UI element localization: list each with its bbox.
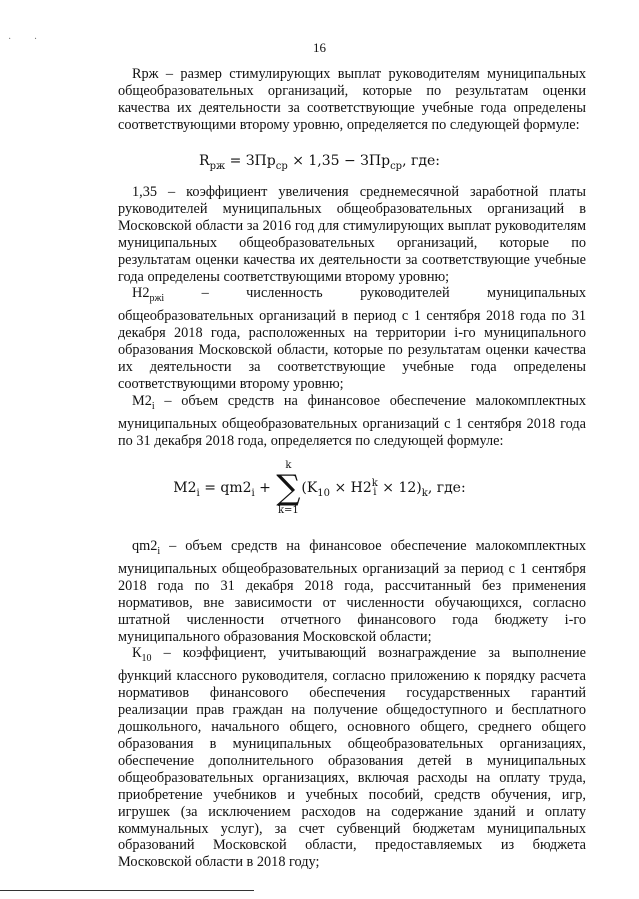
paragraph-h2	[118, 285, 586, 392]
scan-marks: · ·	[8, 34, 48, 45]
formula-r-part-b-sub: ср	[390, 161, 403, 172]
paragraph-text: Rрж – размер стимулирующих выплат руководителям муниципальных общеобразовательных организаций, которые по результатам оценки качества их деятельности за соответствующие учебные года определены соответствующими второму уровню, определяется по следующей формуле:	[118, 66, 586, 133]
term-qm2-sub: i	[157, 546, 161, 557]
formula-r-part-a-sub: ср	[275, 161, 288, 172]
formula-r-part-b: × 1,35 − ЗПр	[287, 153, 391, 169]
formula-m2-plus: +	[254, 480, 276, 496]
footer-rule	[0, 890, 254, 891]
summation-icon: k ∑ k=1	[276, 460, 301, 516]
paragraph-text: – численность руководителей муниципальных общеобразовательных организаций в период с 1 сентября 2018 года по 31 декабря 2018 года, расположенных на территории i-го муниципального образования Московской области, которые по результатам оценки качества их деятельности за соответствующие учебные года определены соответствующими второму уровню;	[118, 285, 586, 392]
paragraph-text: 1,35 – коэффициент увеличения среднемесячной заработной платы руководителей муниципальных общеобразовательных организаций в Московской области за 2016 год для стимулирующих выплат руководителям муниципальных общеобразовательных организаций, которые по результатам оценки качества их деятельности за соответствующие учебные года определены соответствующими второму уровню;	[118, 184, 586, 285]
formula-m2-body-open: (K	[301, 480, 318, 496]
sum-lower-limit: k=1	[277, 505, 299, 516]
formula-r-tail: , где:	[402, 153, 440, 169]
term-m2: М2	[132, 392, 152, 409]
formula-m2-lhs: M2	[173, 480, 197, 496]
formula-m2-lhs-sub: i	[196, 488, 200, 499]
paragraph-qm2-text	[118, 538, 586, 645]
term-k10: К	[132, 645, 142, 662]
formula-m2	[0, 452, 639, 516]
paragraph-text: – объем средств на финансовое обеспечение малокомплектных муниципальных общеобразовательных организаций за период с 1 сентября 2018 года по 31 декабря 2018 года, рассчитанный без применения нормативов, вне зависимости от численности обучающихся, согласно штатной численности отчетного финансового года бюджету i-го муниципального образования Московской области;	[118, 538, 586, 645]
page-number: 16	[313, 40, 326, 55]
formula-r-lhs: R	[199, 153, 210, 169]
term-m2-sub: i	[151, 400, 155, 412]
formula-m2-eq: = qm2	[199, 480, 252, 496]
paragraph-coefficient	[118, 184, 586, 450]
formula-m2-k-sub: 10	[317, 488, 331, 499]
formula-m2-h-sub: i	[373, 487, 377, 498]
formula-r-lhs-sub: рж	[209, 161, 226, 172]
paragraph-m2	[118, 393, 586, 450]
formula-m2-eq-sub: i	[251, 488, 255, 499]
term-h2: Н2	[132, 285, 150, 302]
paragraph-k10-text	[118, 645, 586, 871]
formula-m2-body-mid: × H2	[330, 480, 372, 496]
formula-m2-h-sup: k	[371, 478, 378, 489]
formula-m2-body-end: × 12)	[377, 480, 422, 496]
term-h2-sub: ржi	[149, 293, 165, 305]
formula-m2-end-sub: k	[421, 488, 428, 499]
sum-upper-limit: k	[285, 460, 292, 471]
paragraph-text: – объем средств на финансовое обеспечение малокомплектных муниципальных общеобразовательных организаций с 1 сентября 2018 года по 31 декабря 2018 года, определяется по следующей формуле:	[118, 392, 586, 449]
paragraph-qm2	[118, 538, 586, 871]
formula-r	[0, 149, 639, 173]
paragraph-text: – коэффициент, учитывающий вознаграждение за выполнение функций классного руководителя, согласно приложению к порядку расчета нормативов финансового обеспечения государственных гарантий реализации прав граждан на получение общедоступного и бесплатного дошкольного, начального общего, основного общего, среднего общего образования в муниципальных общеобразовательных организациях, обеспечение дополнительного образования детей в муниципальных общеобразовательных организациях, включая расходы на оплату труда, приобретение учебников и учебных пособий, средств обучения, игр, игрушек (за исключением расходов на содержание зданий и оплату коммунальных услуг), за счет субвенций бюджетам муниципальных образований Московской области, предоставляемых из бюджета Московской области в 2018 году;	[118, 645, 586, 871]
paragraph-r-definition	[118, 66, 586, 134]
formula-r-part-a: = ЗПр	[229, 153, 276, 169]
term-k10-sub: 10	[141, 653, 152, 665]
formula-m2-tail: , где:	[427, 480, 466, 496]
term-qm2: qm2	[132, 538, 158, 554]
